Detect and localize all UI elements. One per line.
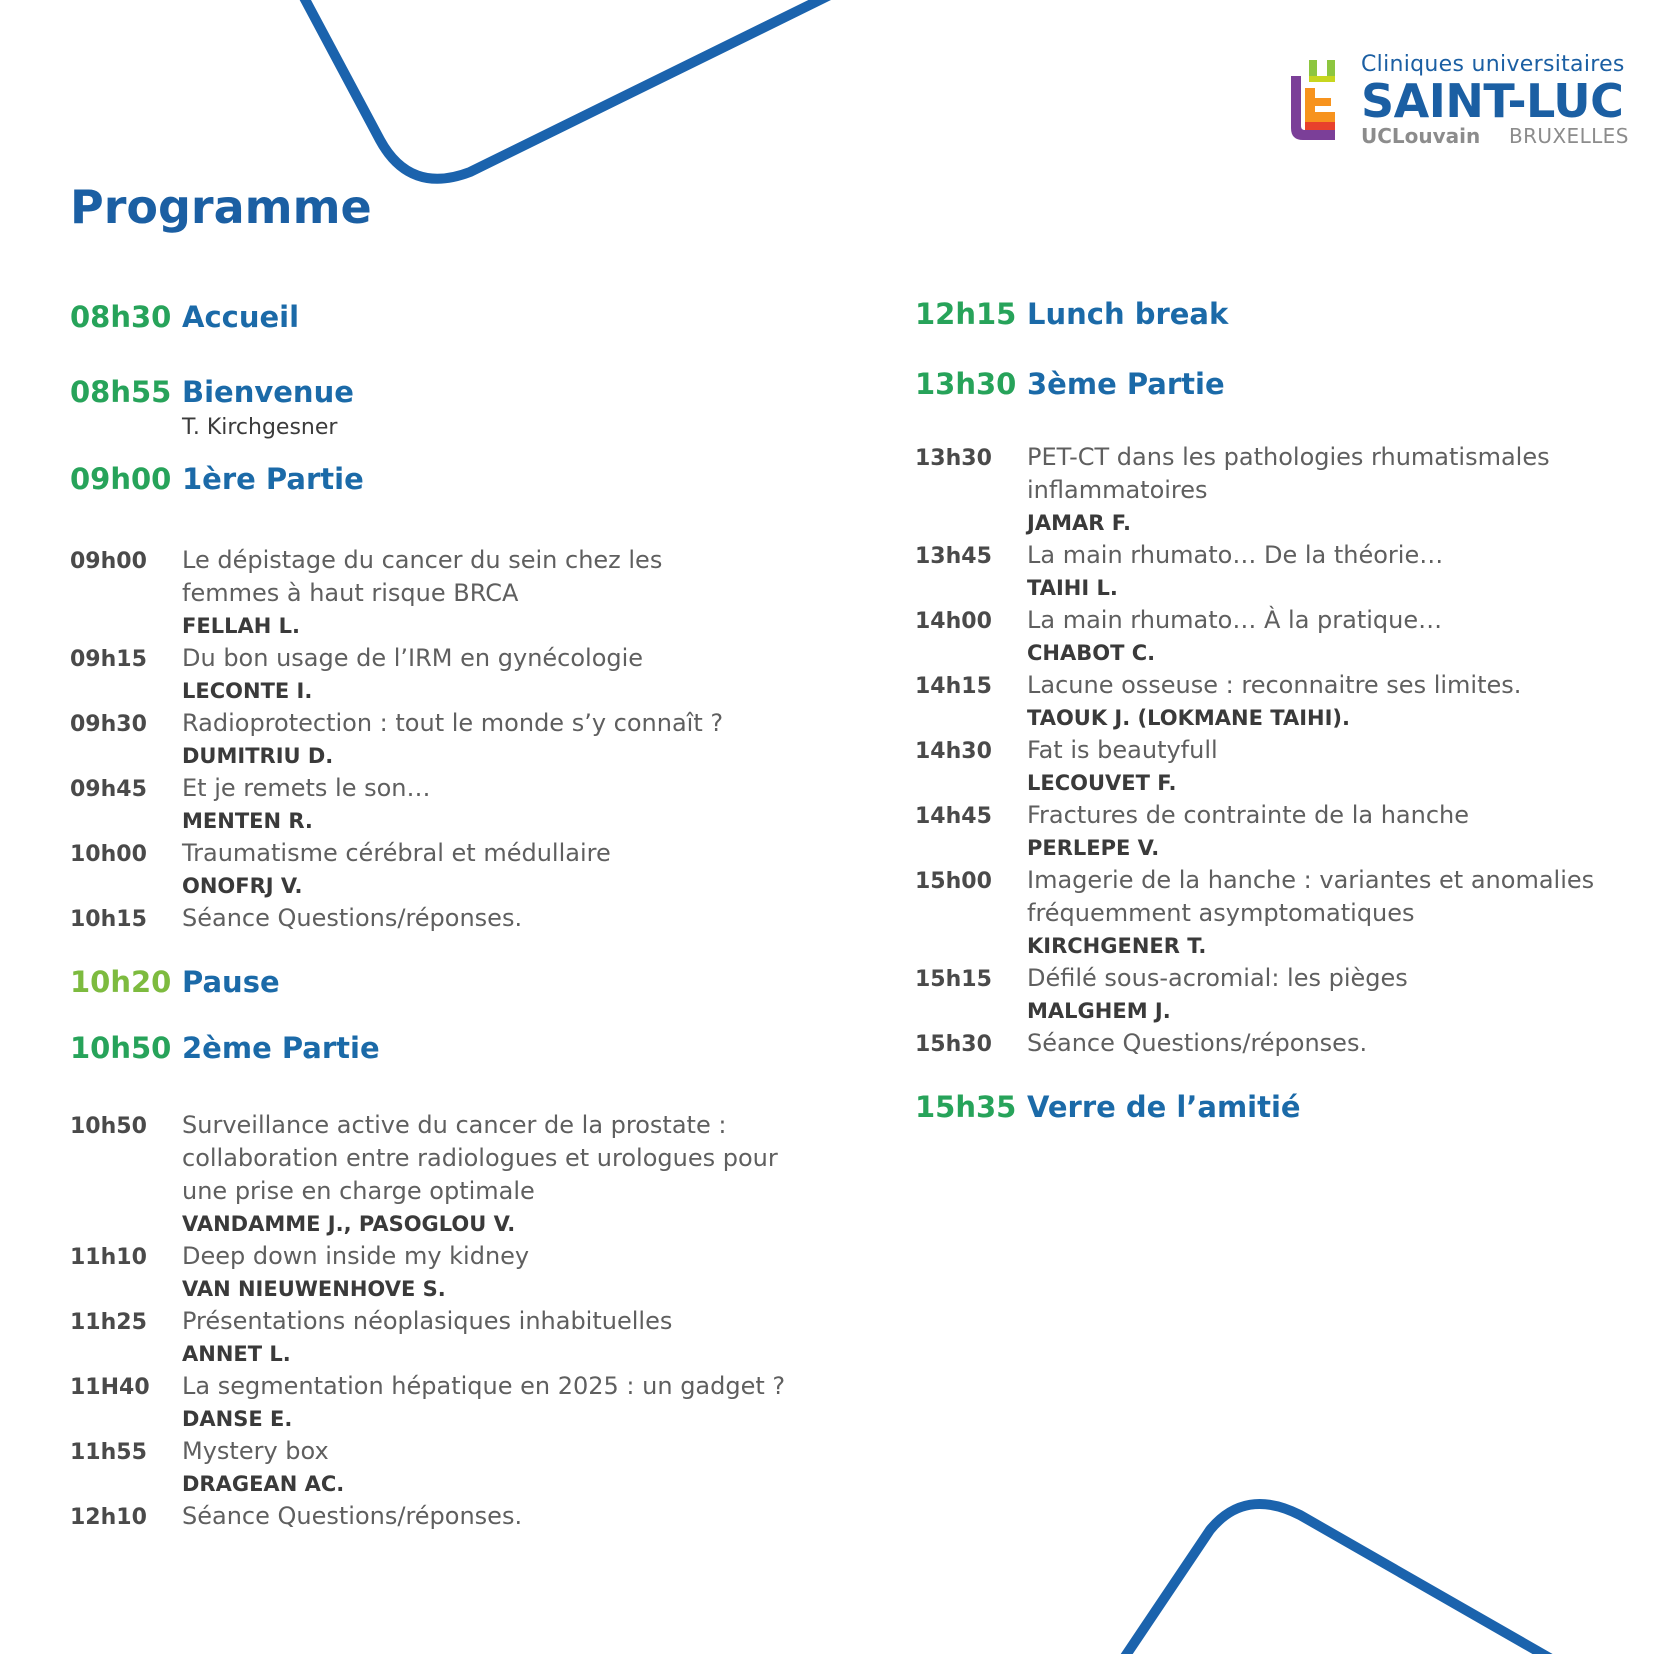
section-time: 08h55	[70, 375, 172, 409]
list-item	[70, 837, 870, 902]
item-title: Mystery box	[182, 1437, 329, 1465]
list-item	[915, 864, 1635, 962]
item-time: 14h30	[915, 739, 992, 764]
section-time: 08h30	[70, 300, 172, 334]
section-part2	[70, 1031, 870, 1065]
list-item	[70, 1370, 870, 1435]
item-title: Présentations néoplasiques inhabituelles	[182, 1307, 673, 1335]
item-time: 11h55	[70, 1440, 147, 1465]
item-speaker: FELLAH L.	[182, 614, 300, 638]
item-title: Séance Questions/réponses.	[182, 1502, 523, 1530]
section-accueil	[70, 300, 870, 334]
item-speaker: TAOUK J. (LOKMANE TAIHI).	[1027, 706, 1350, 730]
section-time: 12h15	[915, 297, 1017, 331]
section-heading: 1ère Partie	[182, 462, 364, 496]
item-speaker: ANNET L.	[182, 1342, 291, 1366]
logo-bruxelles: BRUXELLES	[1509, 124, 1629, 148]
item-time: 13h45	[915, 544, 992, 569]
list-item	[70, 642, 870, 707]
item-title: Séance Questions/réponses.	[1027, 1029, 1368, 1057]
section-heading: 2ème Partie	[182, 1031, 380, 1065]
item-speaker: MALGHEM J.	[1027, 999, 1171, 1023]
item-speaker: TAIHI L.	[1027, 576, 1118, 600]
item-title: Séance Questions/réponses.	[182, 904, 523, 932]
item-title: Du bon usage de l’IRM en gynécologie	[182, 644, 644, 672]
item-time: 15h15	[915, 967, 992, 992]
section-heading: 3ème Partie	[1027, 367, 1225, 401]
list-item	[70, 1500, 870, 1533]
item-time: 09h00	[70, 549, 147, 574]
section-heading: Pause	[182, 965, 280, 999]
item-title: La segmentation hépatique en 2025 : un gadget ?	[182, 1372, 786, 1400]
saint-luc-logo	[1283, 50, 1629, 150]
item-time: 09h45	[70, 777, 147, 802]
item-time: 09h15	[70, 647, 147, 672]
item-title: Traumatisme cérébral et médullaire	[182, 839, 611, 867]
item-time: 12h10	[70, 1505, 147, 1530]
list-item	[915, 539, 1635, 604]
list-item	[70, 902, 870, 935]
page-title: Programme	[70, 180, 372, 234]
item-speaker: CHABOT C.	[1027, 641, 1156, 665]
item-title: Radioprotection : tout le monde s’y connaît ?	[182, 709, 724, 737]
item-time: 10h50	[70, 1114, 147, 1139]
logo-line2: SAINT-LUC	[1361, 74, 1624, 128]
item-time: 15h30	[915, 1032, 992, 1057]
item-time: 10h00	[70, 842, 147, 867]
list-item	[915, 734, 1635, 799]
item-title: Le dépistage du cancer du sein chez les femmes à haut risque BRCA	[182, 546, 663, 607]
section-part1	[70, 462, 870, 496]
item-title: Et je remets le son…	[182, 774, 431, 802]
item-speaker: DUMITRIU D.	[182, 744, 334, 768]
part3-list	[915, 441, 1635, 1060]
item-title: Imagerie de la hanche : variantes et anomalies fréquemment asymptomatiques	[1027, 866, 1595, 927]
item-title: La main rhumato… De la théorie…	[1027, 541, 1444, 569]
item-time: 14h00	[915, 609, 992, 634]
section-time: 09h00	[70, 462, 172, 496]
item-speaker: LECONTE I.	[182, 679, 313, 703]
item-time: 11h10	[70, 1245, 147, 1270]
list-item	[70, 772, 870, 837]
logo-uclouvain: UCLouvain	[1361, 124, 1481, 148]
item-title: Fractures de contrainte de la hanche	[1027, 801, 1470, 829]
item-title: Défilé sous-acromial: les pièges	[1027, 964, 1408, 992]
item-time: 11H40	[70, 1375, 150, 1400]
section-pause	[70, 965, 870, 999]
item-speaker: DRAGEAN AC.	[182, 1472, 345, 1496]
section-heading: Verre de l’amitié	[1027, 1090, 1301, 1124]
section-time: 10h50	[70, 1031, 172, 1065]
item-title: PET-CT dans les pathologies rhumatismales inflammatoires	[1027, 443, 1550, 504]
part1-list	[70, 544, 870, 935]
item-speaker: LECOUVET F.	[1027, 771, 1177, 795]
item-speaker: MENTEN R.	[182, 809, 313, 833]
item-title: La main rhumato… À la pratique…	[1027, 606, 1443, 634]
item-time: 14h15	[915, 674, 992, 699]
list-item	[915, 669, 1635, 734]
section-heading: Lunch break	[1027, 297, 1229, 331]
list-item	[915, 962, 1635, 1027]
item-title: Surveillance active du cancer de la prostate : collaboration entre radiologues et urologues pour une prise en charge optimale	[182, 1111, 778, 1205]
item-time: 09h30	[70, 712, 147, 737]
section-verre	[915, 1090, 1635, 1124]
item-title: Deep down inside my kidney	[182, 1242, 530, 1270]
item-speaker: VAN NIEUWENHOVE S.	[182, 1277, 446, 1301]
list-item	[70, 1109, 870, 1240]
section-heading: Bienvenue	[182, 375, 354, 409]
section-part3	[915, 367, 1635, 401]
list-item	[915, 799, 1635, 864]
item-title: Lacune osseuse : reconnaitre ses limites.	[1027, 671, 1522, 699]
list-item	[70, 1435, 870, 1500]
list-item	[915, 441, 1635, 539]
section-time: 13h30	[915, 367, 1017, 401]
list-item	[70, 544, 870, 642]
item-title: Fat is beautyfull	[1027, 736, 1218, 764]
right-column	[915, 297, 1635, 1124]
item-speaker: KIRCHGENER T.	[1027, 934, 1207, 958]
item-time: 11h25	[70, 1310, 147, 1335]
section-time: 15h35	[915, 1090, 1017, 1124]
item-time: 13h30	[915, 446, 992, 471]
section-speaker: T. Kirchgesner	[182, 415, 338, 440]
section-bienvenue	[70, 375, 870, 409]
item-speaker: ONOFRJ V.	[182, 874, 303, 898]
list-item	[70, 707, 870, 772]
section-lunch	[915, 297, 1635, 331]
list-item	[70, 1240, 870, 1305]
logo-mark-icon	[1283, 58, 1347, 144]
logo-line1: Cliniques universitaires	[1361, 52, 1625, 77]
list-item	[915, 604, 1635, 669]
section-heading: Accueil	[182, 300, 300, 334]
item-speaker: DANSE E.	[182, 1407, 293, 1431]
item-speaker: VANDAMME J., PASOGLOU V.	[182, 1212, 516, 1236]
item-time: 14h45	[915, 804, 992, 829]
item-speaker: PERLEPE V.	[1027, 836, 1160, 860]
left-column	[70, 300, 870, 1533]
section-time: 10h20	[70, 965, 172, 999]
list-item	[70, 1305, 870, 1370]
item-time: 15h00	[915, 869, 992, 894]
list-item	[915, 1027, 1635, 1060]
item-speaker: JAMAR F.	[1027, 511, 1131, 535]
part2-list	[70, 1109, 870, 1533]
item-time: 10h15	[70, 907, 147, 932]
